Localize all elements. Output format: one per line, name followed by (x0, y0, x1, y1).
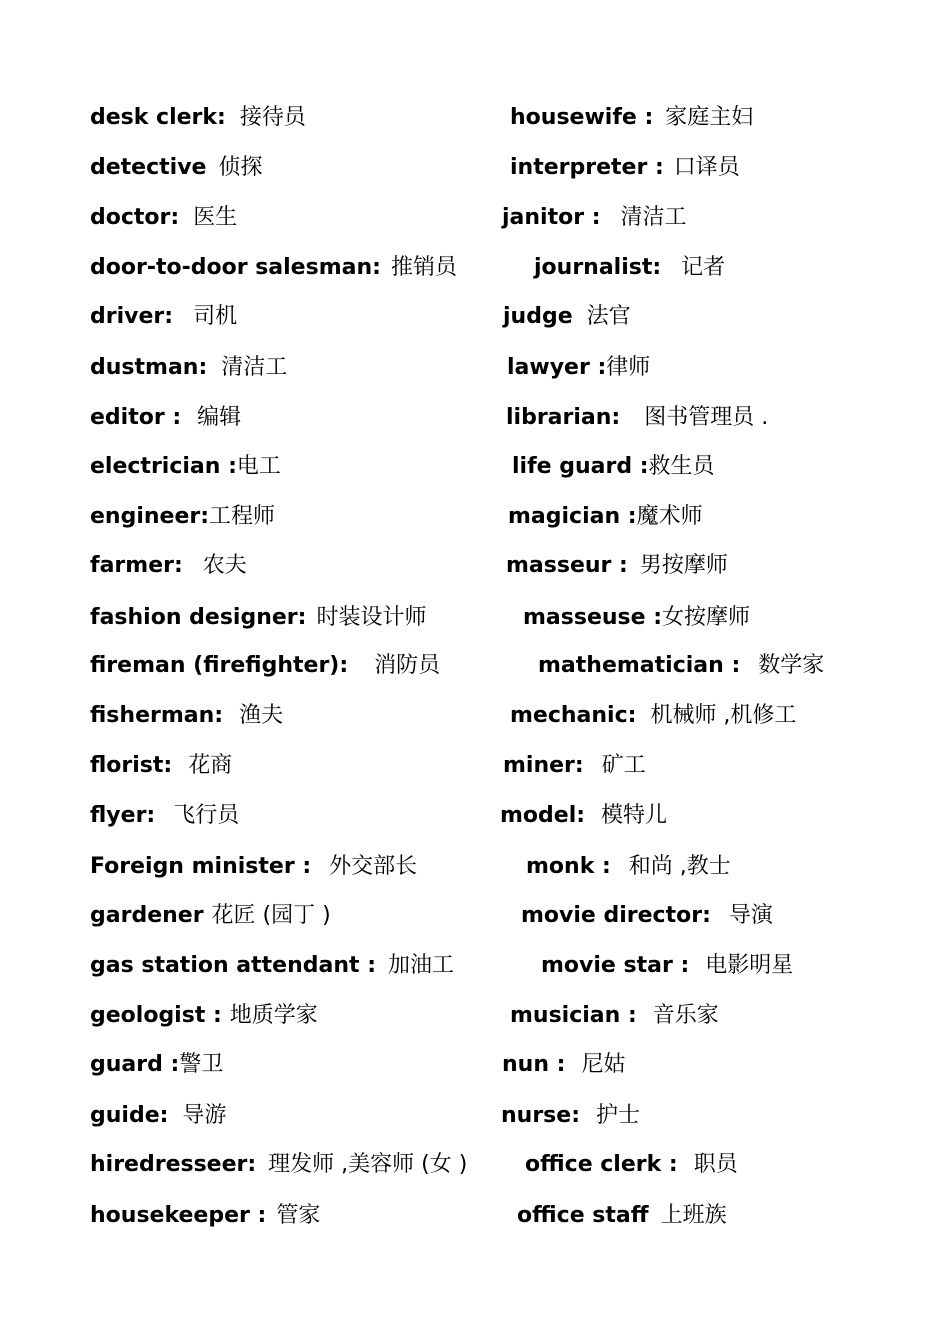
vocab-translation: 电工 (236, 454, 281, 479)
vocab-entry (90, 104, 306, 132)
vocab-translation: 花匠 (园丁 ) (211, 903, 331, 928)
vocab-translation: 律师 (606, 355, 651, 380)
vocab-entry (503, 752, 646, 780)
vocab-term: geologist : (90, 1003, 222, 1028)
vocab-entry (90, 1002, 318, 1030)
vocab-entry (90, 702, 283, 730)
vocab-term: driver: (90, 304, 174, 329)
vocab-entry (90, 303, 237, 331)
vocab-entry (510, 154, 740, 182)
vocab-term: doctor: (90, 205, 180, 230)
vocab-term: guard : (90, 1052, 180, 1077)
vocab-translation: 模特儿 (601, 803, 668, 828)
vocab-term: interpreter : (510, 155, 664, 180)
vocab-translation: 尼姑 (581, 1052, 626, 1077)
vocab-entry (500, 802, 667, 830)
vocab-translation: 飞行员 (173, 803, 240, 828)
vocab-entry (502, 1051, 625, 1079)
vocab-entry (90, 254, 457, 282)
vocab-term: journalist: (534, 255, 662, 280)
vocab-term: engineer: (90, 504, 210, 529)
vocab-entry (526, 853, 731, 881)
vocab-translation: 清洁工 (221, 355, 288, 380)
vocab-entry (90, 354, 287, 382)
vocab-translation: 图书管理员 . (644, 405, 769, 430)
vocab-translation: 导演 (728, 903, 773, 928)
vocab-term: fashion designer: (90, 605, 307, 630)
vocab-translation: 花商 (188, 753, 233, 778)
vocab-term: librarian: (506, 405, 621, 430)
vocab-entry (510, 104, 753, 132)
vocab-entry (538, 652, 824, 680)
vocab-term: monk : (526, 854, 611, 879)
vocab-translation: 口译员 (673, 155, 740, 180)
vocab-entry (510, 702, 796, 730)
vocab-translation: 护士 (596, 1103, 641, 1128)
vocab-translation: 矿工 (601, 753, 646, 778)
vocab-term: mechanic: (510, 703, 637, 728)
vocab-translation: 农夫 (202, 553, 247, 578)
vocab-entry (90, 154, 262, 182)
vocab-translation: 职员 (693, 1152, 738, 1177)
vocab-translation: 理发师 ,美容师 (女 ) (268, 1152, 468, 1177)
vocab-translation: 地质学家 (229, 1003, 318, 1028)
vocab-entry (90, 802, 239, 830)
vocab-translation: 消防员 (374, 653, 441, 678)
vocab-translation: 接待员 (239, 105, 306, 130)
vocab-translation: 上班族 (660, 1203, 727, 1228)
vocab-term: model: (500, 803, 586, 828)
vocab-term: masseuse : (523, 605, 663, 630)
vocab-translation: 女按摩师 (662, 605, 751, 630)
vocab-term: editor : (90, 405, 182, 430)
vocab-translation: 侦探 (218, 155, 263, 180)
vocab-term: mathematician : (538, 653, 741, 678)
vocab-translation: 和尚 ,教士 (628, 854, 731, 879)
vocab-term: desk clerk: (90, 105, 226, 130)
vocab-term: lawyer : (507, 355, 607, 380)
vocab-entry (90, 453, 281, 481)
vocab-entry (534, 254, 725, 282)
vocab-translation: 音乐家 (652, 1003, 719, 1028)
vocab-term: guide: (90, 1103, 169, 1128)
vocab-entry (90, 652, 440, 680)
vocab-entry (525, 1151, 738, 1179)
vocab-term: fisherman: (90, 703, 224, 728)
vocab-term: life guard : (512, 454, 649, 479)
vocab-entry (90, 1151, 467, 1179)
vocab-entry (90, 604, 426, 632)
vocab-term: janitor : (502, 205, 601, 230)
vocab-entry (508, 503, 703, 531)
vocab-term: masseur : (506, 553, 628, 578)
vocab-translation: 编辑 (197, 405, 242, 430)
vocab-term: gardener (90, 903, 204, 928)
vocab-translation: 渔夫 (239, 703, 284, 728)
vocab-translation: 外交部长 (329, 854, 418, 879)
vocab-translation: 推销员 (390, 255, 457, 280)
vocab-term: door-to-door salesman: (90, 255, 381, 280)
vocab-entry (512, 453, 715, 481)
vocab-term: office staff (517, 1203, 649, 1228)
vocab-entry (517, 1202, 727, 1230)
vocab-translation: 法官 (586, 304, 631, 329)
vocab-term: fireman (firefighter): (90, 653, 349, 678)
vocab-term: florist: (90, 753, 173, 778)
vocab-translation: 工程师 (209, 504, 276, 529)
vocab-entry (90, 552, 247, 580)
vocab-entry (90, 404, 241, 432)
vocab-entry (502, 204, 687, 232)
vocab-term: musician : (510, 1003, 637, 1028)
vocab-translation: 警卫 (179, 1052, 224, 1077)
vocab-entry (541, 952, 793, 980)
vocab-term: Foreign minister : (90, 854, 312, 879)
vocab-entry (521, 902, 773, 930)
vocab-entry (90, 204, 237, 232)
vocab-term: flyer: (90, 803, 156, 828)
vocab-translation: 加油工 (388, 953, 455, 978)
vocab-translation: 男按摩师 (639, 553, 728, 578)
vocab-translation: 医生 (193, 205, 238, 230)
vocab-translation: 导游 (182, 1103, 227, 1128)
vocab-translation: 司机 (193, 304, 238, 329)
vocab-term: electrician : (90, 454, 237, 479)
vocab-translation: 救生员 (648, 454, 715, 479)
vocab-entry (510, 1002, 719, 1030)
vocab-term: gas station attendant : (90, 953, 376, 978)
vocab-term: magician : (508, 504, 637, 529)
vocab-term: movie star : (541, 953, 690, 978)
vocab-entry (90, 752, 232, 780)
vocab-translation: 数学家 (758, 653, 825, 678)
vocab-term: nurse: (501, 1103, 580, 1128)
vocab-entry (503, 303, 631, 331)
vocab-term: housekeeper : (90, 1203, 267, 1228)
vocab-translation: 记者 (681, 255, 726, 280)
vocab-term: miner: (503, 753, 584, 778)
vocab-entry (90, 853, 417, 881)
vocab-entry (523, 604, 750, 632)
vocab-translation: 管家 (276, 1203, 321, 1228)
vocab-entry (90, 503, 275, 531)
vocab-translation: 魔术师 (636, 504, 703, 529)
vocab-entry (90, 1102, 226, 1130)
vocab-entry (507, 354, 650, 382)
vocab-translation: 电影明星 (705, 953, 794, 978)
vocab-term: movie director: (521, 903, 711, 928)
vocab-entry (501, 1102, 640, 1130)
vocab-term: housewife : (510, 105, 654, 130)
vocab-translation: 时装设计师 (316, 605, 427, 630)
vocab-term: farmer: (90, 553, 183, 578)
vocab-term: office clerk : (525, 1152, 678, 1177)
vocab-term: dustman: (90, 355, 208, 380)
vocab-translation: 机械师 ,机修工 (650, 703, 797, 728)
vocab-term: judge (503, 304, 573, 329)
vocab-entry (90, 1202, 320, 1230)
vocab-translation: 清洁工 (620, 205, 687, 230)
vocab-term: detective (90, 155, 207, 180)
vocab-entry (90, 1051, 223, 1079)
vocab-entry (90, 902, 331, 930)
vocab-term: hiredresseer: (90, 1152, 257, 1177)
vocab-entry (506, 552, 728, 580)
vocab-term: nun : (502, 1052, 566, 1077)
vocab-entry (506, 404, 768, 432)
vocab-entry (90, 952, 454, 980)
vocab-translation: 家庭主妇 (665, 105, 754, 130)
